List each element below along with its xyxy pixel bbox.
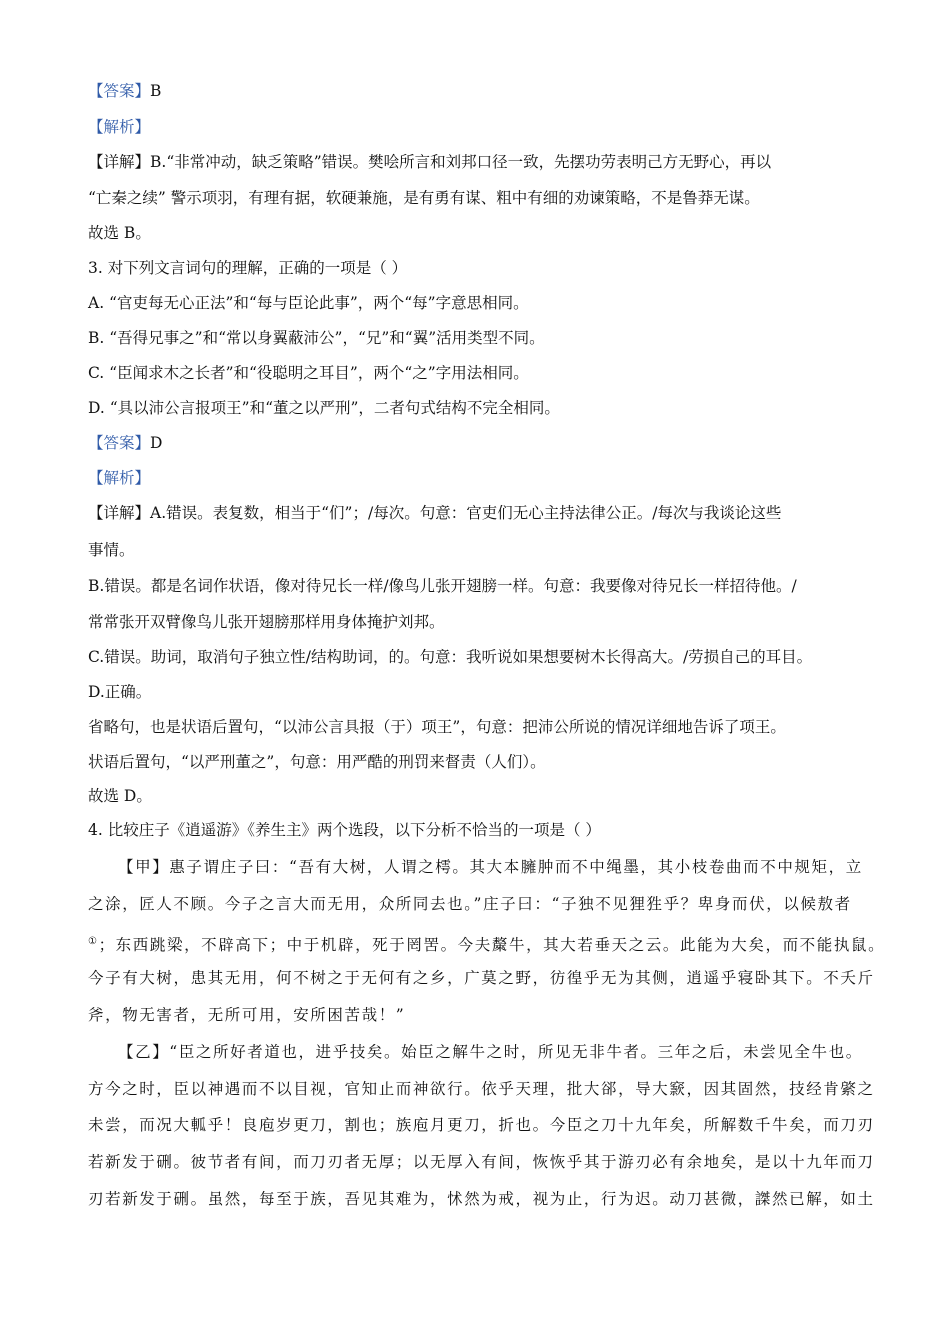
passage-jia-line: ①；东西跳梁，不辟高下；中于机辟，死于罔罟。今夫斄牛，其大若垂天之云。此能为大矣，而不能执鼠。 [88, 936, 886, 955]
detail-line: C.错误。助词，取消句子独立性/结构助词，的。句意：我听说如果想要树木长得高大。/劳损自己的耳目。 [88, 648, 813, 666]
detail-line: 状语后置句，“以严刑董之”，句意：用严酷的刑罚来督责（人们）。 [88, 753, 546, 771]
detail-line: 常常张开双臂像鸟儿张开翅膀那样用身体掩护刘邦。 [88, 613, 445, 631]
detail-line: D.正确。 [88, 683, 152, 701]
detail-line: “亡秦之续” 警示项羽，有理有据，软硬兼施，是有勇有谋、粗中有细的劝谏策略，不是鲁莽无谋。 [88, 189, 760, 207]
option-c: C. “臣闻求木之长者”和“役聪明之耳目”，两个“之”字用法相同。 [88, 364, 529, 382]
conclusion-line: 故选 D。 [88, 787, 152, 805]
question-4-stem: 4. 比较庄子《逍遥游》《养生主》两个选段，以下分析不恰当的一项是（ ） [88, 821, 601, 839]
detail-line: 省略句，也是状语后置句，“以沛公言具报（于）项王”，句意：把沛公所说的情况详细地告诉了项王。 [88, 718, 786, 736]
question-3-stem: 3. 对下列文言词句的理解，正确的一项是（ ） [88, 259, 408, 277]
option-d: D. “具以沛公言报项王”和“董之以严刑”，二者句式结构不完全相同。 [88, 399, 560, 417]
passage-jia-line: 今子有大树，患其无用，何不树之于无何有之乡，广莫之野，彷徨乎无为其侧，逍遥乎寝卧其下。不夭斤 [88, 969, 875, 987]
passage-jia-line: 【甲】惠子谓庄子曰：“吾有大树，人谓之樗。其大本臃肿而不中绳墨，其小枝卷曲而不中规矩，立 [118, 858, 863, 876]
footnote-marker: ① [88, 936, 99, 947]
answer-label-q2: 【答案】B [88, 82, 162, 100]
analysis-label-q3: 【解析】 [88, 469, 151, 487]
passage-yi-line: 若新发于硎。彼节者有间，而刀刃者无厚；以无厚入有间，恢恢乎其于游刃必有余地矣，是以十九年而刀 [88, 1153, 875, 1171]
analysis-label-q2: 【解析】 [88, 118, 151, 136]
passage-jia-line: 斧，物无害者，无所可用，安所困苦哉！” [88, 1006, 406, 1024]
option-b: B. “吾得兄事之”和“常以身翼蔽沛公”，“兄”和“翼”活用类型不同。 [88, 329, 545, 347]
detail-line: 【详解】A.错误。表复数，相当于“们”；/每次。句意：官吏们无心主持法律公正。/每次与我谈论这些 [88, 504, 782, 522]
passage-yi-line: 刃若新发于硎。虽然，每至于族，吾见其难为，怵然为戒，视为止，行为迟。动刀甚微，謋然已解，如土 [88, 1190, 875, 1208]
passage-yi-line: 【乙】“臣之所好者道也，进乎技矣。始臣之解牛之时，所见无非牛者。三年之后，未尝见全牛也。 [118, 1043, 863, 1061]
detail-line: 【详解】B.“非常冲动，缺乏策略”错误。樊哙所言和刘邦口径一致，先摆功劳表明己方无野心，再以 [88, 153, 772, 171]
passage-yi-line: 方今之时，臣以神遇而不以目视，官知止而神欲行。依乎天理，批大郤，导大窾，因其固然，技经肯綮之 [88, 1080, 875, 1098]
conclusion-line: 故选 B。 [88, 224, 151, 242]
detail-line: 事情。 [88, 541, 135, 559]
answer-label-q3: 【答案】D [88, 434, 163, 452]
detail-line: B.错误。都是名词作状语，像对待兄长一样/像鸟儿张开翅膀一样。句意：我要像对待兄长一样招待他。/ [88, 577, 797, 595]
option-a: A. “官吏每无心正法”和“每与臣论此事”，两个“每”字意思相同。 [88, 294, 529, 312]
passage-yi-line: 未尝，而况大軱乎！良庖岁更刀，割也；族庖月更刀，折也。今臣之刀十九年矣，所解数千牛矣，而刀刃 [88, 1116, 875, 1134]
passage-jia-line: 之涂，匠人不顾。今子之言大而无用，众所同去也。”庄子曰：“子独不见狸狌乎？卑身而伏，以候敖者 [88, 895, 852, 913]
